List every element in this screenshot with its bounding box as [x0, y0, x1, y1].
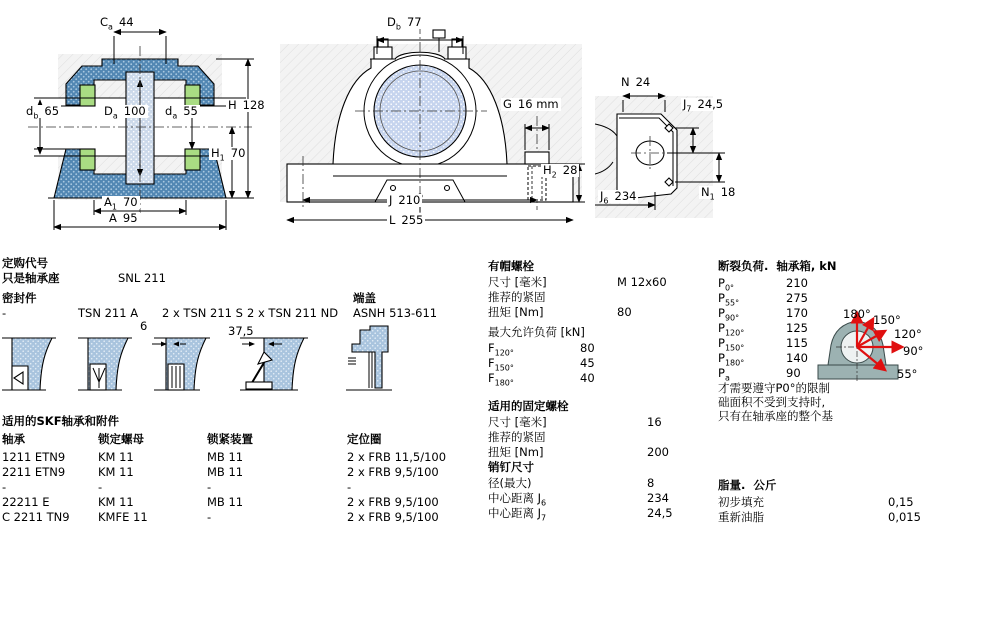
- dim-G: G 16 mm: [503, 97, 559, 111]
- pin-diameter-value: 8: [647, 476, 655, 490]
- load-f150-value: 45: [580, 356, 595, 370]
- pin-distance-j7-label: 中心距离 $J_7$: [488, 506, 547, 523]
- breaking-load-p55-value: 275: [786, 291, 808, 305]
- pin-distance-j6-label: 中心距离 $J_6$: [488, 491, 547, 508]
- breaking-load-note-line1: 才需要遵守P0°的限制: [718, 381, 831, 395]
- pins-title: 销钉尺寸: [488, 460, 534, 474]
- load-f150-label: $F_{150^\circ}$: [488, 356, 514, 373]
- table-cell: 1211 ETN9: [2, 450, 66, 464]
- table-cell: -: [98, 480, 103, 494]
- seal-option-none: -: [2, 306, 7, 320]
- dim-L: L 255: [389, 213, 424, 227]
- pin-distance-j7-value: 24,5: [647, 506, 673, 520]
- grease-initial-fill-value: 0,15: [888, 495, 914, 509]
- breaking-load-pa-label: $P_a$: [718, 366, 730, 383]
- load-f120-label: $F_{120^\circ}$: [488, 341, 514, 358]
- dim-J6: $J_6$ 234: [600, 189, 637, 206]
- cap-bolt-torque-label2: 扭矩 [Nm]: [488, 305, 544, 319]
- table-cell: 2 x FRB 9,5/100: [347, 465, 439, 479]
- seal-dim-labyrinth: 6: [140, 319, 148, 333]
- dim-H: H 128: [228, 98, 265, 112]
- table-cell: MB 11: [207, 450, 244, 464]
- seal-icon-tsn-a: [78, 330, 136, 394]
- breaking-load-p120-label: $P_{120^\circ}$: [718, 321, 745, 338]
- seal-option-tsns: 2 x TSN 211 S: [162, 306, 243, 320]
- attachment-bolt-torque-label1: 推荐的紧固: [488, 430, 546, 444]
- dim-H2: $H_2$ 28: [543, 163, 578, 180]
- table-cell: KMFE 11: [98, 510, 148, 524]
- load-f120-value: 80: [580, 341, 595, 355]
- breaking-load-p90-value: 170: [786, 306, 808, 320]
- seal-option-tsnnd: 2 x TSN 211 ND: [247, 306, 339, 320]
- table-cell: 22211 E: [2, 495, 50, 509]
- breaking-load-pa-value: 90: [786, 366, 801, 380]
- table-cell: -: [207, 510, 212, 524]
- table-cell: -: [347, 480, 352, 494]
- breaking-load-note-line2: 础面积不受到支持时,: [718, 395, 826, 409]
- end-cover-label: 端盖: [353, 291, 376, 305]
- seal-dim-taconite: 37,5: [228, 324, 254, 338]
- load-f180-label: $F_{180^\circ}$: [488, 371, 514, 388]
- cap-bolts-title: 有帽螺栓: [488, 259, 534, 273]
- front-view-figure: [275, 8, 590, 232]
- max-load-label: 最大允许负荷 [kN]: [488, 325, 585, 339]
- col-header-locknut: 锁定螺母: [98, 432, 144, 446]
- breaking-load-p0-value: 210: [786, 276, 808, 290]
- table-cell: MB 11: [207, 495, 244, 509]
- table-cell: KM 11: [98, 465, 134, 479]
- table-cell: 2211 ETN9: [2, 465, 66, 479]
- load-angle-diagram: [816, 305, 936, 393]
- dim-J: J 210: [389, 193, 421, 207]
- seal-icon-tsn-s: [150, 330, 214, 394]
- grease-relubrication-label: 重新油脂: [718, 510, 764, 524]
- breaking-load-p180-value: 140: [786, 351, 808, 365]
- cap-bolt-size-label: 尺寸 [毫米]: [488, 275, 547, 289]
- dim-N1: $N_1$ 18: [701, 185, 736, 202]
- table-cell: C 2211 TN9: [2, 510, 70, 524]
- cap-bolt-torque-value: 80: [617, 305, 632, 319]
- breaking-load-note-line3: 只有在轴承座的整个基: [718, 409, 833, 423]
- angle-label-180: 180°: [843, 307, 871, 321]
- dim-J7: $J_7$ 24,5: [683, 97, 724, 114]
- end-cover-designation: ASNH 513-611: [353, 306, 438, 320]
- cap-bolt-torque-label1: 推荐的紧固: [488, 290, 546, 304]
- attachment-bolt-size-label: 尺寸 [毫米]: [488, 415, 547, 429]
- breaking-load-p55-label: $P_{55^\circ}$: [718, 291, 740, 308]
- attachment-bolts-title: 适用的固定螺栓: [488, 399, 569, 413]
- ordering-title: 定购代号: [2, 256, 48, 270]
- breaking-load-p150-label: $P_{150^\circ}$: [718, 336, 745, 353]
- section-view-drawing: [10, 8, 270, 230]
- section-view-figure: [10, 8, 270, 230]
- end-cover-icon: [344, 322, 400, 398]
- grease-initial-fill-label: 初步填充: [718, 495, 764, 509]
- pin-distance-j6-value: 234: [647, 491, 669, 505]
- breaking-loads-title: 断裂负荷. 轴承箱, kN: [718, 259, 837, 273]
- angle-label-150: 150°: [873, 313, 901, 327]
- load-f180-value: 40: [580, 371, 595, 385]
- breaking-load-p0-label: $P_{0^\circ}$: [718, 276, 735, 293]
- cap-bolt-size-value: M 12x60: [617, 275, 667, 289]
- table-cell: KM 11: [98, 495, 134, 509]
- attachment-bolt-size-value: 16: [647, 415, 662, 429]
- col-header-bearing: 轴承: [2, 432, 25, 446]
- table-cell: KM 11: [98, 450, 134, 464]
- attachment-bolt-torque-label2: 扭矩 [Nm]: [488, 445, 544, 459]
- bearings-table-title: 适用的SKF轴承和附件: [2, 414, 120, 428]
- angle-label-90: 90°: [903, 344, 924, 358]
- dim-da: $d_a$ 55: [165, 104, 198, 121]
- side-view-figure: [595, 40, 835, 220]
- col-header-locating-ring: 定位圈: [347, 432, 382, 446]
- dim-ca: $C_a$ 44: [100, 15, 134, 32]
- breaking-load-p180-label: $P_{180^\circ}$: [718, 351, 745, 368]
- housing-designation: SNL 211: [118, 271, 166, 285]
- breaking-load-p150-value: 115: [786, 336, 808, 350]
- seal-icon-open: [2, 330, 60, 394]
- angle-label-55: 55°: [897, 367, 918, 381]
- table-cell: 2 x FRB 11,5/100: [347, 450, 447, 464]
- front-view-drawing: [275, 8, 590, 232]
- housing-only-label: 只是轴承座: [2, 271, 60, 285]
- attachment-bolt-torque-value: 200: [647, 445, 669, 459]
- seals-label: 密封件: [2, 291, 37, 305]
- dim-Da: $D_a$ 100: [104, 104, 146, 121]
- breaking-load-p90-label: $P_{90^\circ}$: [718, 306, 740, 323]
- dim-H1: $H_1$ 70: [211, 146, 246, 163]
- grease-title: 脂量. 公斤: [718, 478, 777, 492]
- dim-A1: $A_1$ 70: [104, 195, 138, 212]
- seal-option-tsna: TSN 211 A: [78, 306, 139, 320]
- col-header-lockdevice: 锁紧装置: [207, 432, 253, 446]
- breaking-load-p120-value: 125: [786, 321, 808, 335]
- angle-label-120: 120°: [894, 327, 922, 341]
- seal-icon-tsn-nd: [240, 330, 312, 394]
- table-cell: -: [2, 480, 7, 494]
- grease-relubrication-value: 0,015: [888, 510, 921, 524]
- table-cell: MB 11: [207, 465, 244, 479]
- dim-A: A 95: [109, 211, 138, 225]
- dim-db: $d_b$ 65: [26, 104, 60, 121]
- table-cell: 2 x FRB 9,5/100: [347, 510, 439, 524]
- dim-N: N 24: [621, 75, 651, 89]
- table-cell: -: [207, 480, 212, 494]
- pin-diameter-label: 径(最大): [488, 476, 532, 490]
- dim-Db: $D_b$ 77: [387, 15, 422, 32]
- table-cell: 2 x FRB 9,5/100: [347, 495, 439, 509]
